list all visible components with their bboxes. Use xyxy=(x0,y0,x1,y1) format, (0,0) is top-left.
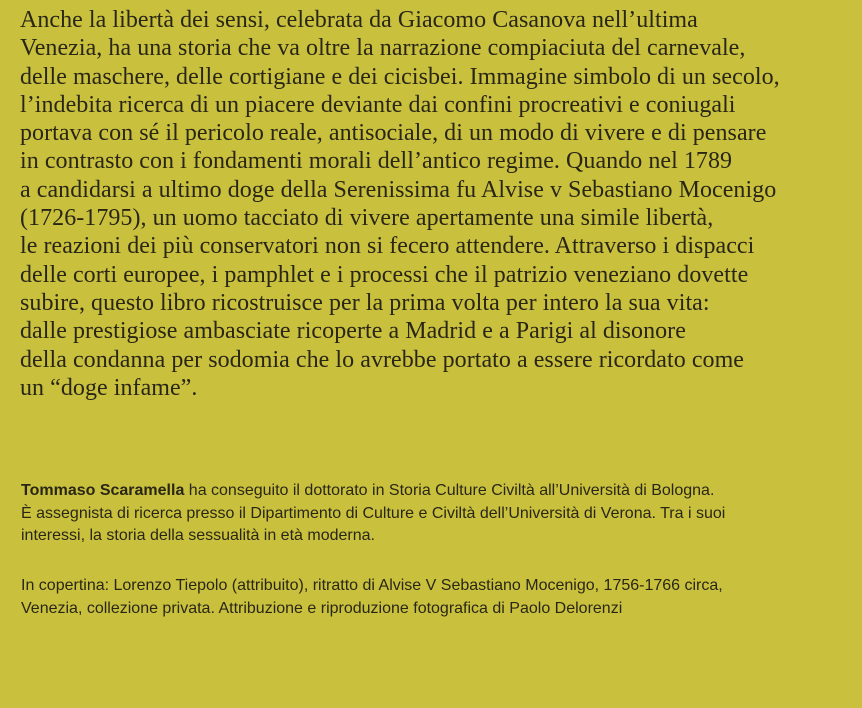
synopsis-line: un “doge infame”. xyxy=(20,374,198,401)
synopsis-line: delle maschere, delle cortigiane e dei cicisbei. Immagine simbolo di un secolo, xyxy=(20,63,780,90)
author-bio xyxy=(21,480,851,548)
synopsis-line: subire, questo libro ricostruisce per la prima volta per intero la sua vita: xyxy=(20,289,710,316)
synopsis-line: l’indebita ricerca di un piacere deviante dai confini procreativi e coniugali xyxy=(20,91,736,118)
synopsis-line: a candidarsi a ultimo doge della Serenissima fu Alvise v Sebastiano Mocenigo xyxy=(20,176,777,203)
synopsis-line: delle corti europee, i pamphlet e i processi che il patrizio veneziano dovette xyxy=(20,261,749,288)
author-bio-line: È assegnista di ricerca presso il Dipartimento di Culture e Civiltà dell’Università di Verona. Tra i suoi xyxy=(21,504,726,522)
synopsis-line: in contrasto con i fondamenti morali dell’antico regime. Quando nel 1789 xyxy=(20,148,733,175)
author-bio-text: ha conseguito il dottorato in Storia Culture Civiltà all’Università di Bologna. xyxy=(184,482,715,499)
author-name: Tommaso Scaramella xyxy=(21,482,185,499)
cover-credit-line: In copertina: Lorenzo Tiepolo (attribuito), ritratto di Alvise V Sebastiano Mocenigo, 1756-1766 circa, xyxy=(21,577,723,594)
synopsis-line: Venezia, ha una storia che va oltre la narrazione compiaciuta del carnevale, xyxy=(20,35,746,62)
cover-credit xyxy=(21,575,851,620)
cover-credit-line: Venezia, collezione privata. Attribuzione e riproduzione fotografica di Paolo Delorenzi xyxy=(21,599,623,617)
synopsis-line: le reazioni dei più conservatori non si fecero attendere. Attraverso i dispacci xyxy=(20,233,755,260)
synopsis-line: della condanna per sodomia che lo avrebbe portato a essere ricordato come xyxy=(20,346,745,373)
synopsis-line: portava con sé il pericolo reale, antisociale, di un modo di vivere e di pensare xyxy=(20,120,767,147)
synopsis-line: dalle prestigiose ambasciate ricoperte a Madrid e a Parigi al disonore xyxy=(20,318,686,345)
author-bio-line xyxy=(21,480,851,503)
synopsis-line: Anche la libertà dei sensi, celebrata da Giacomo Casanova nell’ultima xyxy=(20,7,698,33)
synopsis-paragraph xyxy=(20,6,850,402)
author-bio-line: interessi, la storia della sessualità in età moderna. xyxy=(21,527,375,544)
synopsis-line: (1726-1795), un uomo tacciato di vivere apertamente una simile libertà, xyxy=(20,205,714,232)
